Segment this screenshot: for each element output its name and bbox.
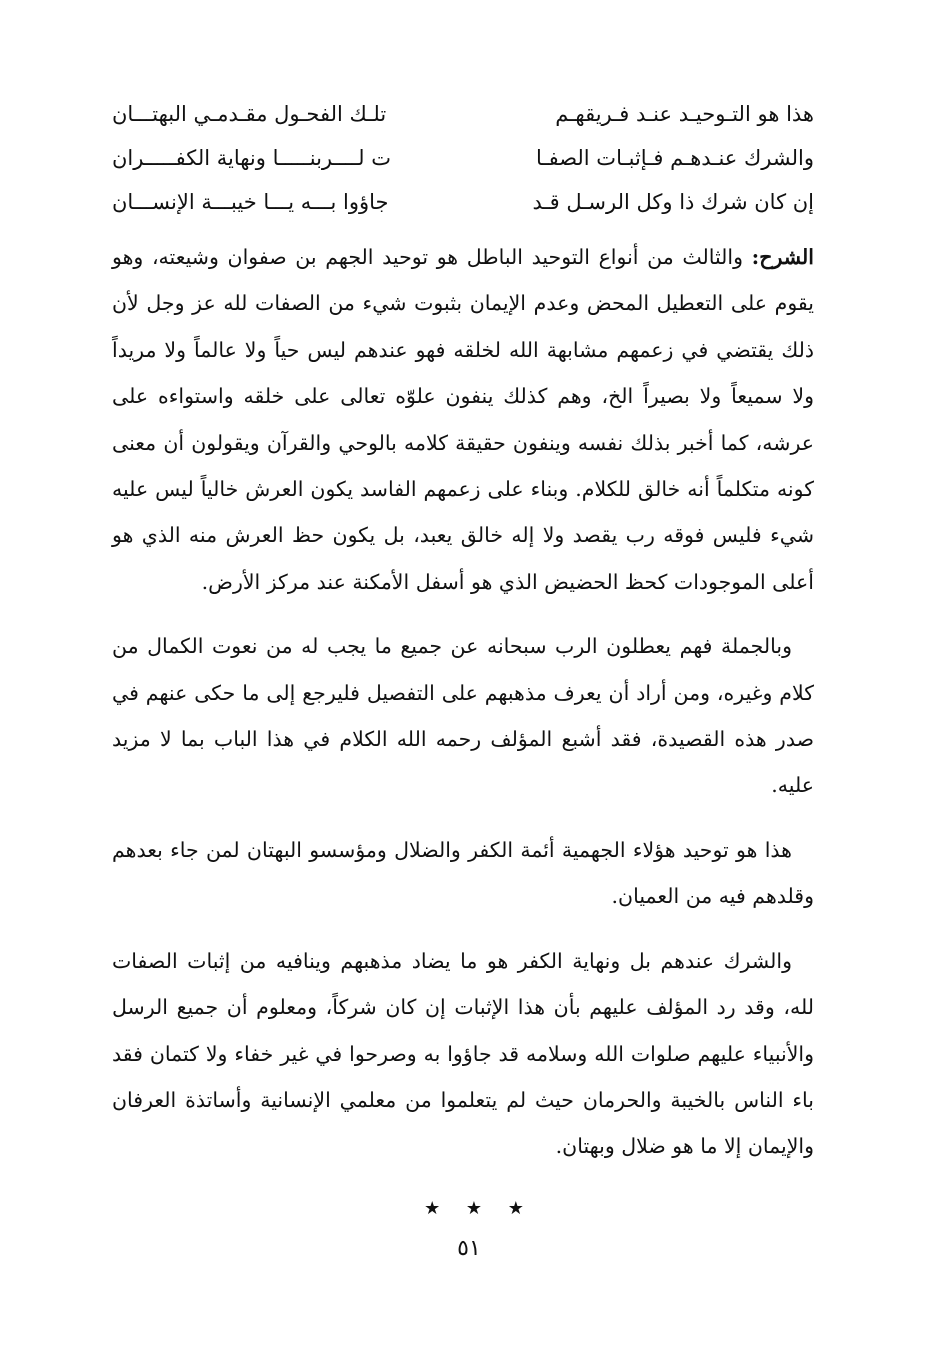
verse-second-hemistich: ت لــــربنـــــا ونهاية الكفـــــران [112,146,391,170]
verse-second-hemistich: جاؤوا بـــه يـــا خيبـــة الإنســـان [112,190,389,214]
verse-first-hemistich: والشرك عنـدهـم فـإثبـات الصفـا [536,146,814,170]
page-body [112,92,814,1188]
body-paragraph: والشرك عندهم بل ونهاية الكفر هو ما يضاد مذهبهم وينافيه من إثبات الصفات لله، وقد رد المؤلف عليهم بأن هذا الإثبات إن كان شركاً، ومعلوم أن جميع الرسل والأنبياء عليهم صلوات الله وسلامه قد جاؤوا به وصرحوا في غير خفاء ولا كتمان فقد باء الناس بالخيبة والحرمان حيث لم يتعلموا من معلمي الإنسانية وأساتذة العرفان والإيمان إلا ما هو ضلال وبهتان. [112,948,814,1159]
body-paragraph: وبالجملة فهم يعطلون الرب سبحانه عن جميع ما يجب له من نعوت الكمال من كلام وغيره، ومن أراد أن يعرف مذهبهم على التفصيل فليرجع إلى ما حكى عنهم في صدر هذه القصيدة، فقد أشبع المؤلف رحمه الله الكلام في هذا الباب بما لا مزيد عليه. [112,634,814,798]
verse-line [112,180,814,224]
page-number: ٥١ [457,1236,481,1261]
verse-line [112,136,814,180]
verse-first-hemistich: إن كان شرك ذا وكل الرسـل قـد [532,190,814,214]
poem-verses [112,92,814,224]
body-paragraph: هذا هو توحيد هؤلاء الجهمية أئمة الكفر والضلال ومؤسسو البهتان لمن جاء بعدهم وقلدهم فيه من العميان. [112,837,814,909]
commentary-paragraph [112,234,814,605]
verse-second-hemistich: تلـك الفحـول مقـدمـي البهتـــان [112,102,387,126]
section-separator-stars: ★ ★ ★ [424,1198,534,1219]
verse-line [112,92,814,136]
verse-first-hemistich: هذا هو التـوحيـد عنـد فـريقهـم [555,102,814,126]
commentary-text: والثالث من أنواع التوحيد الباطل هو توحيد الجهم بن صفوان وشيعته، وهو يقوم على التعطيل المحض وعدم الإيمان بثبوت شيء من الصفات لله عز وجل لأن ذلك يقتضي في زعمهم مشابهة الله لخلقه فهو عندهم ليس حياً ولا عالماً ولا مريداً ولا سميعاً ولا بصيراً الخ، وهم كذلك ينفون علوّه تعالى على خلقه واستواءه على عرشه، كما أخبر بذلك نفسه وينفون حقيقة كلامه بالوحي والقرآن ويقولون أن معنى كونه متكلماً أنه خالق للكلام. وبناء على زعمهم الفاسد يكون العرش خالياً ليس عليه شيء فليس فوقه رب يقصد ولا إله خالق يعبد، بل يكون حظ العرش منه الذي هو أعلى الموجودات كحظ الحضيض الذي هو أسفل الأمكنة عند مركز الأرض. [112,245,814,594]
commentary-label: الشرح: [751,245,814,269]
